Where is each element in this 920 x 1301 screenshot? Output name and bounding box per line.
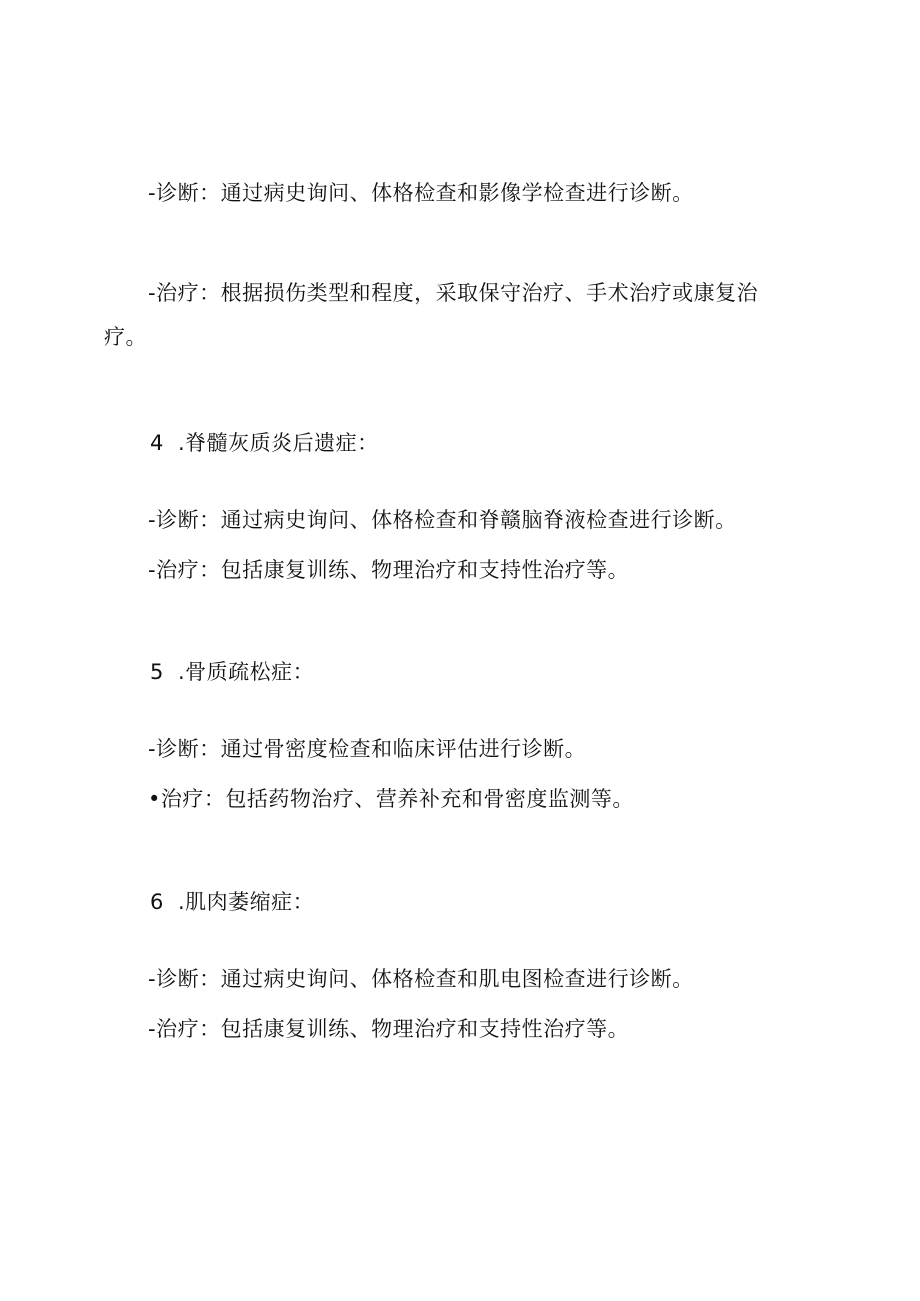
line-label: 治疗：: [156, 281, 221, 305]
diagnosis-line: [148, 505, 737, 535]
line-prefix: -: [148, 558, 157, 582]
line-prefix: -: [148, 967, 157, 991]
line-label: 诊断：: [156, 737, 221, 761]
line-text: 包括康复训练、物理治疗和支持性治疗等。: [220, 558, 630, 582]
section-title: .脊髓灰质炎后遗症：: [178, 431, 379, 455]
line-prefix: •: [148, 787, 161, 811]
treatment-line: [148, 1014, 629, 1044]
line-prefix: -: [148, 181, 157, 205]
section-title: .肌肉萎缩症：: [178, 890, 315, 914]
line-label: 治疗：: [156, 1017, 221, 1041]
treatment-line: [148, 555, 629, 585]
line-text: 通过骨密度检查和临床评估进行诊断。: [220, 737, 587, 761]
section-title: .骨质疏松症：: [178, 660, 315, 684]
line-prefix: -: [148, 1017, 157, 1041]
line-label: 诊断：: [156, 967, 221, 991]
line-label: 治疗：: [156, 558, 221, 582]
line-text: 通过病史询问、体格检查和肌电图检查进行诊断。: [220, 967, 694, 991]
line-text: 根据损伤类型和程度，采取保守治疗、手术治疗或康复治: [220, 281, 759, 305]
section-heading: [150, 428, 379, 458]
treatment-line-continuation: 疗。: [104, 325, 147, 349]
section-number: 6: [150, 890, 164, 914]
line-text: 通过病史询问、体格检查和脊赣脑脊液检查进行诊断。: [220, 508, 737, 532]
treatment-line: [148, 784, 634, 814]
diagnosis-line: [148, 964, 694, 994]
line-prefix: -: [148, 508, 157, 532]
line-label: 诊断：: [156, 181, 221, 205]
section-number: 4: [150, 431, 164, 455]
line-label: 诊断：: [156, 508, 221, 532]
line-text: 通过病史询问、体格检查和影像学检查进行诊断。: [220, 181, 694, 205]
line-prefix: -: [148, 281, 157, 305]
line-prefix: -: [148, 737, 157, 761]
section-heading: [150, 657, 314, 687]
section-number: 5: [150, 660, 164, 684]
line-label: 治疗：: [160, 787, 226, 811]
section-heading: [150, 887, 314, 917]
line-text: 包括药物治疗、营养补充和骨密度监测等。: [225, 787, 634, 811]
diagnosis-line: [148, 734, 586, 764]
line-text: 包括康复训练、物理治疗和支持性治疗等。: [220, 1017, 630, 1041]
diagnosis-line: [148, 178, 694, 208]
treatment-line: [148, 278, 758, 308]
